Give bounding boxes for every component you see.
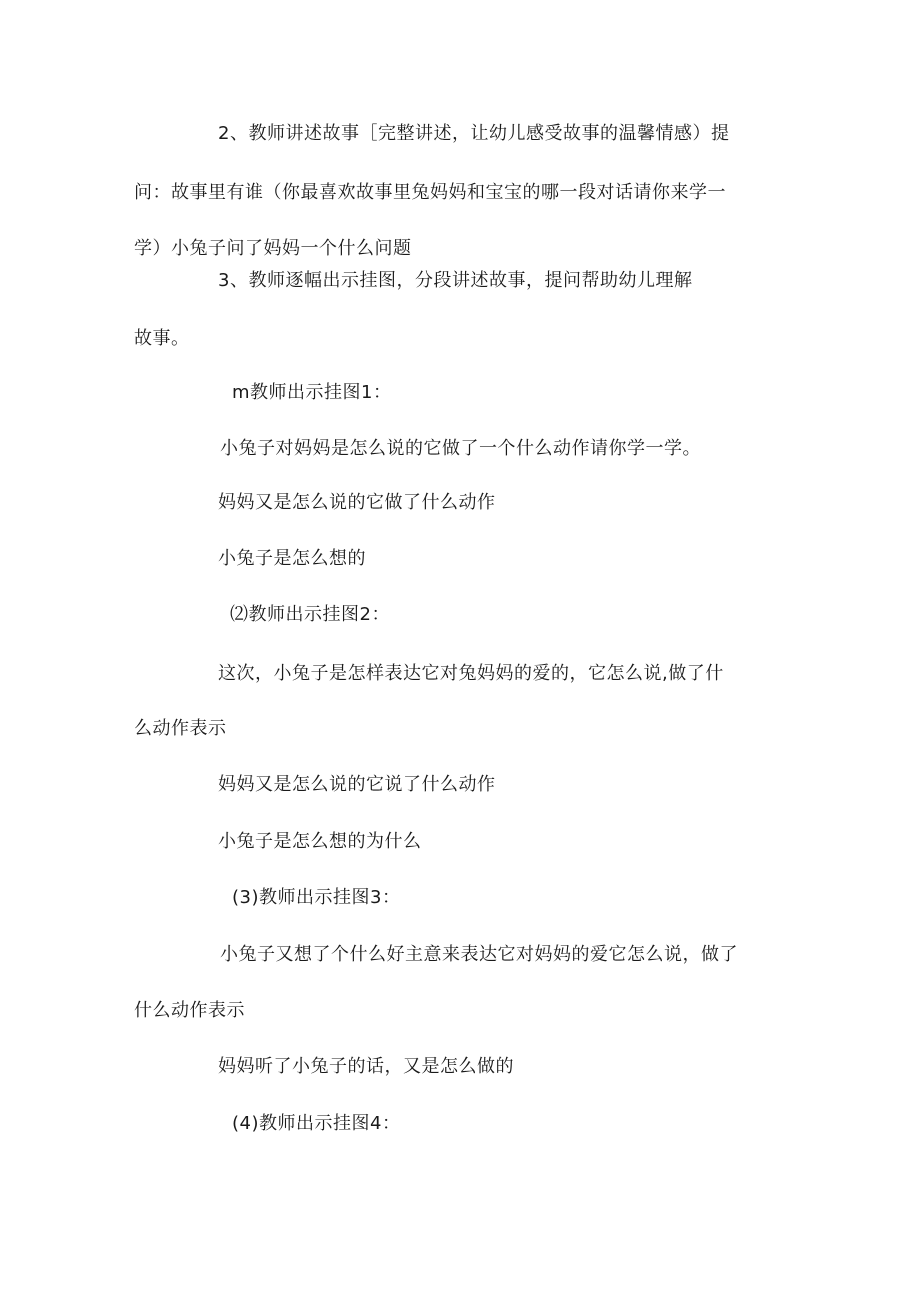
question-line: 小兔子是怎么想的 bbox=[218, 548, 366, 569]
paragraph-3-line-1: 3、教师逐幅出示挂图，分段讲述故事，提问帮助幼儿理解 bbox=[218, 270, 693, 291]
question-line: 小兔子又想了个什么好主意来表达它对妈妈的爱它怎么说，做了 bbox=[220, 944, 738, 965]
paragraph-2-line-1: 2、教师讲述故事［完整讲述，让幼儿感受故事的温馨情感）提 bbox=[218, 123, 730, 144]
question-line-continuation: 么动作表示 bbox=[134, 718, 227, 739]
question-line-continuation: 什么动作表示 bbox=[134, 1000, 245, 1021]
paragraph-2-line-3: 学）小兔子问了妈妈一个什么问题 bbox=[134, 238, 412, 259]
subheading-figure-2: ⑵教师出示挂图2： bbox=[230, 604, 390, 625]
question-line: 小兔子对妈妈是怎么说的它做了一个什么动作请你学一学。 bbox=[220, 438, 701, 459]
subheading-figure-3: (3)教师出示挂图3： bbox=[232, 887, 401, 908]
subheading-figure-1: m教师出示挂图1： bbox=[232, 382, 392, 403]
subheading-figure-4: (4)教师出示挂图4： bbox=[232, 1113, 401, 1134]
question-line: 妈妈听了小兔子的话，又是怎么做的 bbox=[218, 1056, 514, 1077]
paragraph-3-line-2: 故事。 bbox=[134, 328, 190, 349]
question-line: 小兔子是怎么想的为什么 bbox=[218, 831, 422, 852]
question-line: 妈妈又是怎么说的它说了什么动作 bbox=[218, 774, 496, 795]
paragraph-2-line-2: 问：故事里有谁（你最喜欢故事里兔妈妈和宝宝的哪一段对话请你来学一 bbox=[134, 182, 726, 203]
question-line: 这次，小兔子是怎样表达它对兔妈妈的爱的，它怎么说,做了什 bbox=[218, 663, 724, 684]
question-line: 妈妈又是怎么说的它做了什么动作 bbox=[218, 492, 496, 513]
